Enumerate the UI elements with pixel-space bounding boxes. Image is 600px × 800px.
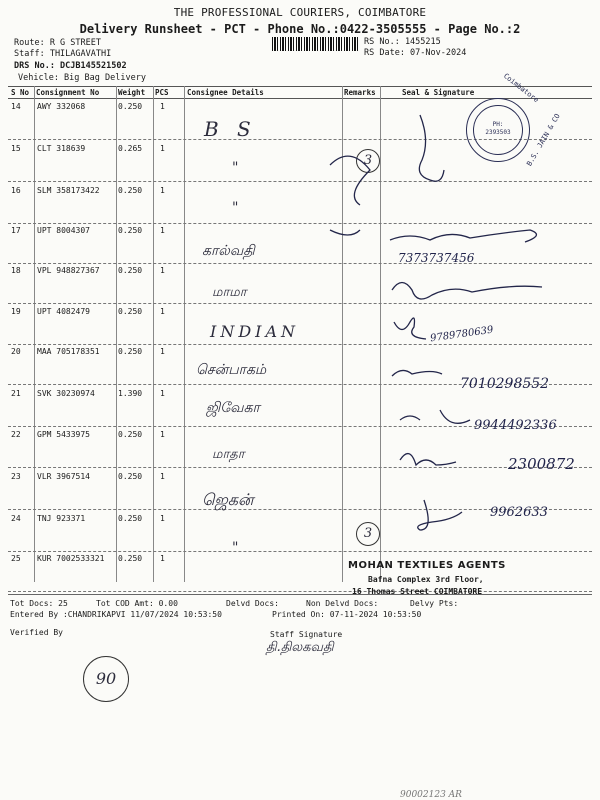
sig-phone-17: 7373737456 [398,251,475,265]
circled-mark: 90 [83,656,129,702]
row-sno: 16 [11,186,21,195]
row-weight: 0.250 [118,514,143,523]
row-weight: 1.390 [118,389,143,398]
stamp-company-name: MOHAN TEXTILES AGENTS [348,560,506,571]
row-pcs: 1 [160,307,165,316]
row-consignment-no: VLR 3967514 [37,472,90,481]
delivered-docs: Delvd Docs: [226,599,279,608]
row-pcs: 1 [160,554,165,563]
row-weight: 0.250 [118,226,143,235]
row-sno: 18 [11,266,21,275]
row-pcs: 1 [160,226,165,235]
row-consignment-no: AWY 332068 [37,102,86,111]
sig-phone-19: 9789780639 [429,324,495,345]
row-weight: 0.250 [118,472,143,481]
row-weight: 0.250 [118,102,143,111]
col-consignment: Consignment No [36,88,100,97]
verified-by: Verified By [10,628,63,637]
consignee-hand-17: கால்வதி [202,243,255,259]
col-seal-signature: Seal & Signature [402,88,475,97]
row-sno: 17 [11,226,21,235]
row-weight: 0.250 [118,186,143,195]
round-seal-ph: PH: [492,121,504,128]
round-seal-top: Coimbatore [502,71,541,105]
row-sno: 23 [11,472,21,481]
row-pcs: 1 [160,389,165,398]
total-docs: Tot Docs: 25 [10,599,68,608]
remark-circle-15: 3 [356,149,380,173]
row-consignment-no: SVK 30230974 [37,389,95,398]
staff-signature-label: Staff Signature [270,630,343,639]
row-sno: 22 [11,430,21,439]
consignee-hand-16: " [232,200,239,216]
consignee-hand-14: B S [204,117,257,141]
total-cod: Tot COD Amt: 0.00 [96,599,178,608]
row-pcs: 1 [160,430,165,439]
row-sno: 24 [11,514,21,523]
staff-label: Staff: THILAGAVATHI [14,49,112,59]
consignee-hand-18: மாமா [212,285,247,300]
consignee-hand-21: ஜிவேகா [206,400,260,416]
rs-date: RS Date: 07-Nov-2024 [364,48,467,58]
row-sno: 20 [11,347,21,356]
consignee-hand-23: ஜெகன் [202,490,254,509]
row-pcs: 1 [160,186,165,195]
col-pcs: PCS [155,88,169,97]
row-consignment-no: VPL 948827367 [37,266,100,275]
row-pcs: 1 [160,514,165,523]
row-pcs: 1 [160,472,165,481]
row-consignment-no: UPT 4082479 [37,307,90,316]
non-delivered-docs: Non Delvd Docs: [306,599,379,608]
row-pcs: 1 [160,102,165,111]
consignee-hand-24: " [232,540,239,556]
row-sno: 19 [11,307,21,316]
route-label: Route: R G STREET [14,38,101,48]
row-pcs: 1 [160,144,165,153]
sig-phone-24: 9962633 [490,505,548,520]
row-consignment-no: SLM 358173422 [37,186,100,195]
row-sno: 21 [11,389,21,398]
round-seal-number: 2393503 [485,129,511,136]
sig-phone-20: 7010298552 [460,376,550,392]
row-weight: 0.250 [118,307,143,316]
row-weight: 0.250 [118,266,143,275]
sig-phone-22: 2300872 [508,455,575,473]
consignee-hand-15: " [232,160,239,176]
row-sno: 25 [11,554,21,563]
consignee-hand-22: மாதா [212,447,245,462]
row-consignment-no: MAA 705178351 [37,347,100,356]
drs-label: DRS No.: DCJB145521502 [14,61,127,71]
stamp-address-2: 16 Thomas Street COIMBATORE [352,587,483,596]
vehicle-label: Vehicle: Big Bag Delivery [18,73,146,83]
row-sno: 14 [11,102,21,111]
entered-by: Entered By :CHANDRIKAPVI 11/07/2024 10:53:50 [10,610,222,619]
row-consignment-no: TNJ 923371 [37,514,86,523]
row-consignment-no: CLT 318639 [37,144,86,153]
bottom-scribble: 90002123 AR [400,790,462,800]
consignee-hand-19: INDIAN [210,322,300,341]
col-sno: S No [11,88,30,97]
round-seal-bottom: B.S. JAIN & CO [525,112,562,168]
col-remarks: Remarks [344,88,376,97]
row-weight: 0.250 [118,430,143,439]
round-seal [466,98,530,162]
delivery-points: Delvy Pts: [410,599,459,608]
row-consignment-no: GPM 5433975 [37,430,90,439]
remark-circle-24: 3 [356,522,380,546]
sig-phone-21: 9944492336 [474,418,557,433]
row-consignment-no: KUR 7002533321 [37,554,105,563]
printed-on: Printed On: 07-11-2024 10:53:50 [272,610,422,619]
runsheet-title: Delivery Runsheet - PCT - Phone No.:0422-3505555 - Page No.:2 [79,22,521,36]
staff-signature-hand: தி.திலகவதி [266,640,334,655]
row-pcs: 1 [160,347,165,356]
col-consignee: Consignee Details [187,88,264,97]
row-pcs: 1 [160,266,165,275]
col-weight: Weight [118,88,146,97]
row-weight: 0.250 [118,554,143,563]
row-consignment-no: UPT 8004307 [37,226,90,235]
row-weight: 0.250 [118,347,143,356]
row-sno: 15 [11,144,21,153]
company-title: THE PROFESSIONAL COURIERS, COIMBATORE [173,6,427,19]
stamp-address-1: Bafna Complex 3rd Floor, [368,575,484,584]
rs-number: RS No.: 1455215 [364,37,441,47]
row-weight: 0.265 [118,144,143,153]
consignee-hand-20: சென்பாகம் [196,362,267,378]
